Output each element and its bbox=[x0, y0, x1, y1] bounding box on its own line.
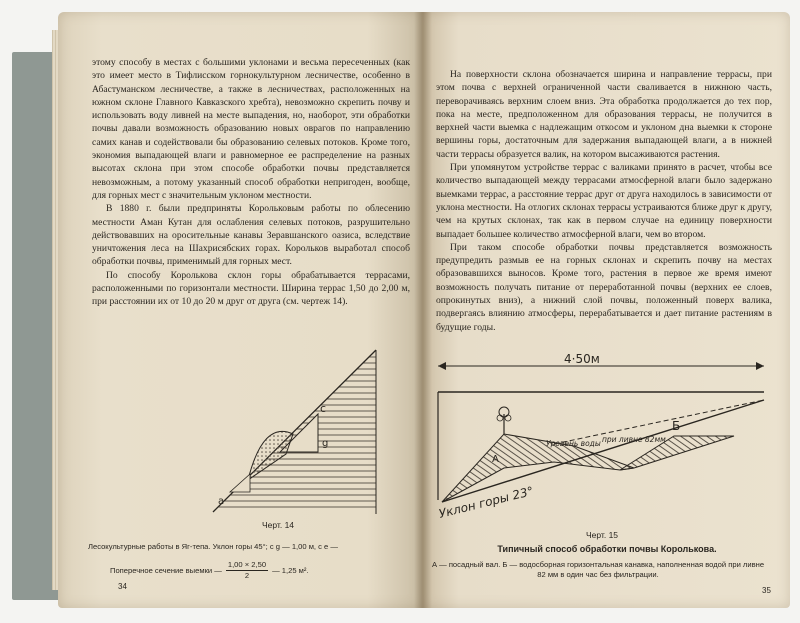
fig15-rain-label: при ливне 82мм bbox=[602, 435, 666, 444]
fraction-denominator: 2 bbox=[244, 571, 250, 580]
fig14-label-g: g bbox=[322, 438, 329, 449]
left-footnote-line-1: Лесокультурные работы в Яг-тепа. Уклон горы 45°; c g — 1,00 м, c e — bbox=[88, 542, 338, 551]
fig15-label-b: Б bbox=[672, 419, 681, 433]
page-number-right: 35 bbox=[762, 586, 771, 595]
fig15-label-a: А bbox=[492, 454, 499, 465]
fig15-slope-label: Уклон горы 23° bbox=[437, 483, 535, 521]
book-gutter bbox=[414, 12, 432, 608]
fig15-water-label: Уровень воды bbox=[546, 439, 601, 448]
fig14-label-a: a bbox=[218, 496, 225, 507]
figure-15-drawing bbox=[434, 352, 780, 532]
right-paragraph-1: На поверхности склона обозначается ширина и направление террасы, при этом почва с верхней ограниченной части сваливается в нижнюю часть, переворачиваясь верхним слоем вниз. Эта обработка продолжается до тех пор, пока на месте, предположенном для образования террасы, не получится в верхней части выемка с надлежащим откосом и уклоном дна выемки к стороне вершины горы, достаточным для задержания выпадающей влаги, а в нижней части террасы образуется валик, на котором высаживаются растения. bbox=[436, 69, 772, 160]
right-paragraph-2: При упомянутом устройстве террас с валиками принято в расчет, чтобы все количество выпадающей между террасами атмосферной влаги было задержано выемками террас, а расстояние террас друг от друга находилось в зависимости от уклона местности. На отлогих склонах террасы устраиваются ближе друг к другу, чем на крутых склонах, так как в первом случае на единицу поверхности выпадает большее количество атмосферной влаги, чем во втором. bbox=[436, 162, 772, 240]
figure-15-note: А — посадный вал. Б — водосборная горизонтальная канавка, наполненная водой при ливне 82 мм в один час без фильтрации. bbox=[431, 560, 765, 579]
figure-15-caption: Черт. 15 bbox=[585, 530, 619, 540]
page-number-left: 34 bbox=[118, 582, 127, 591]
figure-14-drawing bbox=[208, 342, 388, 522]
open-book bbox=[58, 12, 790, 608]
left-page bbox=[58, 12, 422, 608]
left-page-body bbox=[92, 56, 410, 309]
right-page bbox=[422, 12, 790, 608]
section-formula-prefix: Поперечное сечение выемки — bbox=[110, 565, 222, 575]
fig15-width-label: 4·50м bbox=[564, 352, 600, 366]
section-formula-fraction bbox=[226, 560, 268, 581]
right-page-body bbox=[436, 68, 772, 334]
left-footnote-line-2 bbox=[110, 560, 410, 581]
fig14-label-c: c bbox=[320, 402, 327, 415]
left-paragraph-1: этому способу в местах с большими уклонами и весьма пересеченных (как это имеет место в Тифлисском горнокультурном лесничестве, особенно в Абастуманском лесничестве, а также в лесничествах, расположенных на южном склоне Главного Кавказского хребта), невозможно скрепить почву и использовать воду ливней на месте выпадения, но, наоборот, эти обработки почвы давали возможность образованию новых оврагов по направлению самих канав и содействовали бы образованию селевых потоков. Кроме того, экономия выпадающей влаги и равномерное ее распределение на разных высотах склона при этом способе обработки почвы представляется невозможным, а потому указанный способ обработки непригоден, вообще, для горных мест с значительным уклоном местности. bbox=[92, 57, 410, 201]
left-paragraph-2: В 1880 г. были предприняты Корольковым работы по облесению местности Аман Кутан для ослабления селевых потоков, разрушительно действовавших на оросительные канавы Зеравшанского оазиса, вследствие уничтожения леса на Шахрисябских горах. Корольков выработал способ обработки почвы, применимый для горных мест. bbox=[92, 203, 410, 268]
figure-15-title: Типичный способ обработки почвы Королькова. bbox=[497, 544, 717, 554]
right-paragraph-3: При таком способе обработки почвы представляется возможность предупредить размыв ее на горных склонах и скрепить почву на местах образовавшихся выносов. Кроме того, растения в первое же время имеют возможность получать питание от переработанной почвы (верхних ее слоев, опрокинутых вниз), а нижний слой почвы, положенный поверх валика, подвергаясь влиянию атмосферы, перерабатывается и дает питание растениям в будущие годы. bbox=[436, 241, 772, 333]
figure-14-caption: Черт. 14 bbox=[261, 520, 295, 530]
left-paragraph-3: По способу Королькова склон горы обрабатывается террасами, расположенными по горизонтали местности. Ширина террас 1,50 до 2,00 м, при расстоянии их от 10 до 20 м друг от друга (см. чертеж 14). bbox=[92, 269, 410, 308]
fraction-numerator: 1,00 × 2,50 bbox=[227, 560, 267, 569]
section-formula-suffix: — 1,25 м². bbox=[272, 565, 309, 575]
